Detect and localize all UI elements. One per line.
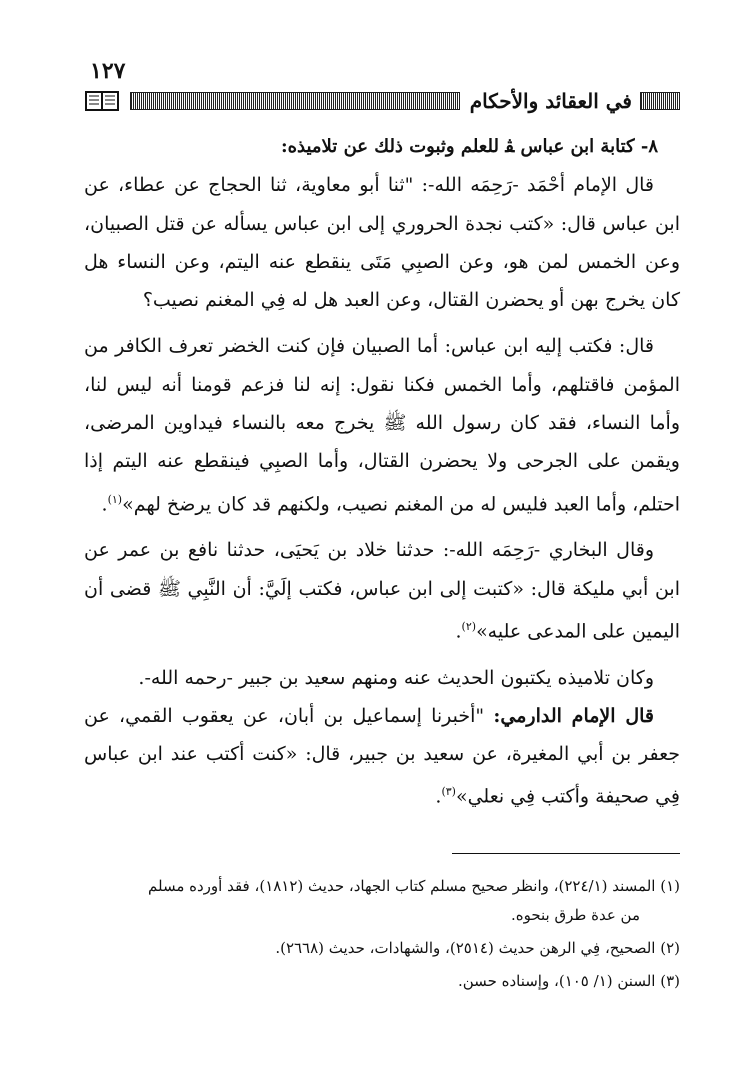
- paragraph-text: قال: فكتب إليه ابن عباس: أما الصبيان فإن كنت الخضر تعرف الكافر من المؤمن فاقتلهم، وأما الخمس فكنا نقول: إنه لنا فزعم قومنا أنه ليس لنا، وأما النساء، فقد كان رسول الله ﷺ يخرج معه بالنساء فيداوين المرضى، ويقمن على الجرحى ولا يحضرن القتال، وأما الصبِي فينقطع عنه اليتم إذا احتلم، وأما العبد فليس له من المغنم نصيب، ولكنهم قد كان يرضخ لهم»: [84, 335, 680, 515]
- footnote-text: الصحيح، فِي الرهن حديث (٢٥١٤)، والشهادات، حديث (٢٦٦٨).: [275, 939, 656, 957]
- footnote-separator: [452, 853, 680, 854]
- section-heading: ٨- كتابة ابن عباس ﭭ للعلم وثبوت ذلك عن تلاميذه:: [280, 136, 658, 157]
- footnote-ref: (١): [107, 492, 123, 506]
- footnote-number: (١): [660, 877, 680, 895]
- page-number: ١٢٧: [90, 58, 126, 84]
- paragraph-lead: قال الإمام الدارمي:: [493, 704, 654, 727]
- footnote-number: (٢): [660, 939, 680, 957]
- footnote-number: (٣): [660, 972, 680, 990]
- footnotes: [84, 872, 680, 1000]
- open-book-icon: [84, 89, 120, 113]
- paragraph-darimi: [84, 697, 680, 816]
- footnote-2: [84, 934, 680, 963]
- header-title: في العقائد والأحكام: [469, 89, 632, 113]
- paragraph-text: "أخبرنا إسماعيل بن أبان، عن يعقوب القمي، عن جعفر بن أبي المغيرة، عن سعيد بن جبير، قال: «كنت أكتب عند ابن عباس فِي صحيفة وأكتب فِي نعلي»: [84, 704, 680, 808]
- header-ornament-left: [130, 92, 460, 110]
- paragraph-ahmad: قال الإمام أحْمَد -رَحِمَه الله-: "ثنا أبو معاوية، ثنا الحجاج عن عطاء، عن ابن عباس قال: «كتب نجدة الحروري إلى ابن عباس يسأله عن قتل الصبيان، وعن الخمس لمن هو، وعن الصبِي مَتَى ينقطع عنه اليتم، وعن النساء هل كان يخرج بهن أو يحضرن القتال، وعن العبد هل له فِي المغنم نصيب؟: [84, 174, 680, 312]
- paragraph-bukhari: وقال البخاري -رَحِمَه الله-: حدثنا خلاد بن يَحيَى، حدثنا نافع بن عمر عن ابن أبي مليكة قال: «كتبت إلى ابن عباس، فكتب إلَيَّ: أن النَّبِي ﷺ قضى أن اليمين على المدعى عليه»$^{(٢)}$.: [84, 539, 680, 643]
- paragraph-ibn-abbas-reply: قال: فكتب إليه ابن عباس: أما الصبيان فإن كنت الخضر تعرف الكافر من المؤمن فاقتلهم، وأما الخمس فكنا نقول: إنه لنا فزعم قومنا أنه ليس لنا، وأما النساء، فقد كان رسول الله ﷺ يخرج معه بالنساء فيداوين المرضى، ويقمن على الجرحى ولا يحضرن القتال، وأما الصبِي فينقطع عنه اليتم إذا احتلم، وأما العبد فليس له من المغنم نصيب، ولكنهم قد كان يرضخ لهم»$^{(١)}$.: [84, 335, 680, 515]
- header-ornament-right: [640, 92, 680, 110]
- footnote-text: المسند (٢٢٤/١)، وانظر صحيح مسلم كتاب الجهاد، حديث (١٨١٢)، فقد أورده مسلم: [148, 877, 656, 895]
- paragraph-text: وقال البخاري -رَحِمَه الله-: حدثنا خلاد بن يَحيَى، حدثنا نافع بن عمر عن ابن أبي مليكة قال: «كتبت إلى ابن عباس، فكتب إلَيَّ: أن النَّبِي ﷺ قضى أن اليمين على المدعى عليه»: [84, 539, 680, 643]
- paragraph-students: وكان تلاميذه يكتبون الحديث عنه ومنهم سعيد بن جبير -رحمه الله-.: [138, 666, 654, 689]
- running-header: [84, 86, 680, 116]
- footnote-ref: (٣): [441, 785, 456, 799]
- footnote-3: [84, 967, 680, 996]
- footnote-continuation: من عدة طرق بنحوه.: [510, 906, 640, 924]
- main-text: [84, 128, 680, 816]
- paragraph-end: .: [435, 785, 442, 808]
- footnote-ref: (٢): [461, 619, 477, 633]
- footnote-1: [84, 872, 680, 930]
- footnote-text: السنن (١/ ١٠٥)، وإسناده حسن.: [458, 972, 656, 990]
